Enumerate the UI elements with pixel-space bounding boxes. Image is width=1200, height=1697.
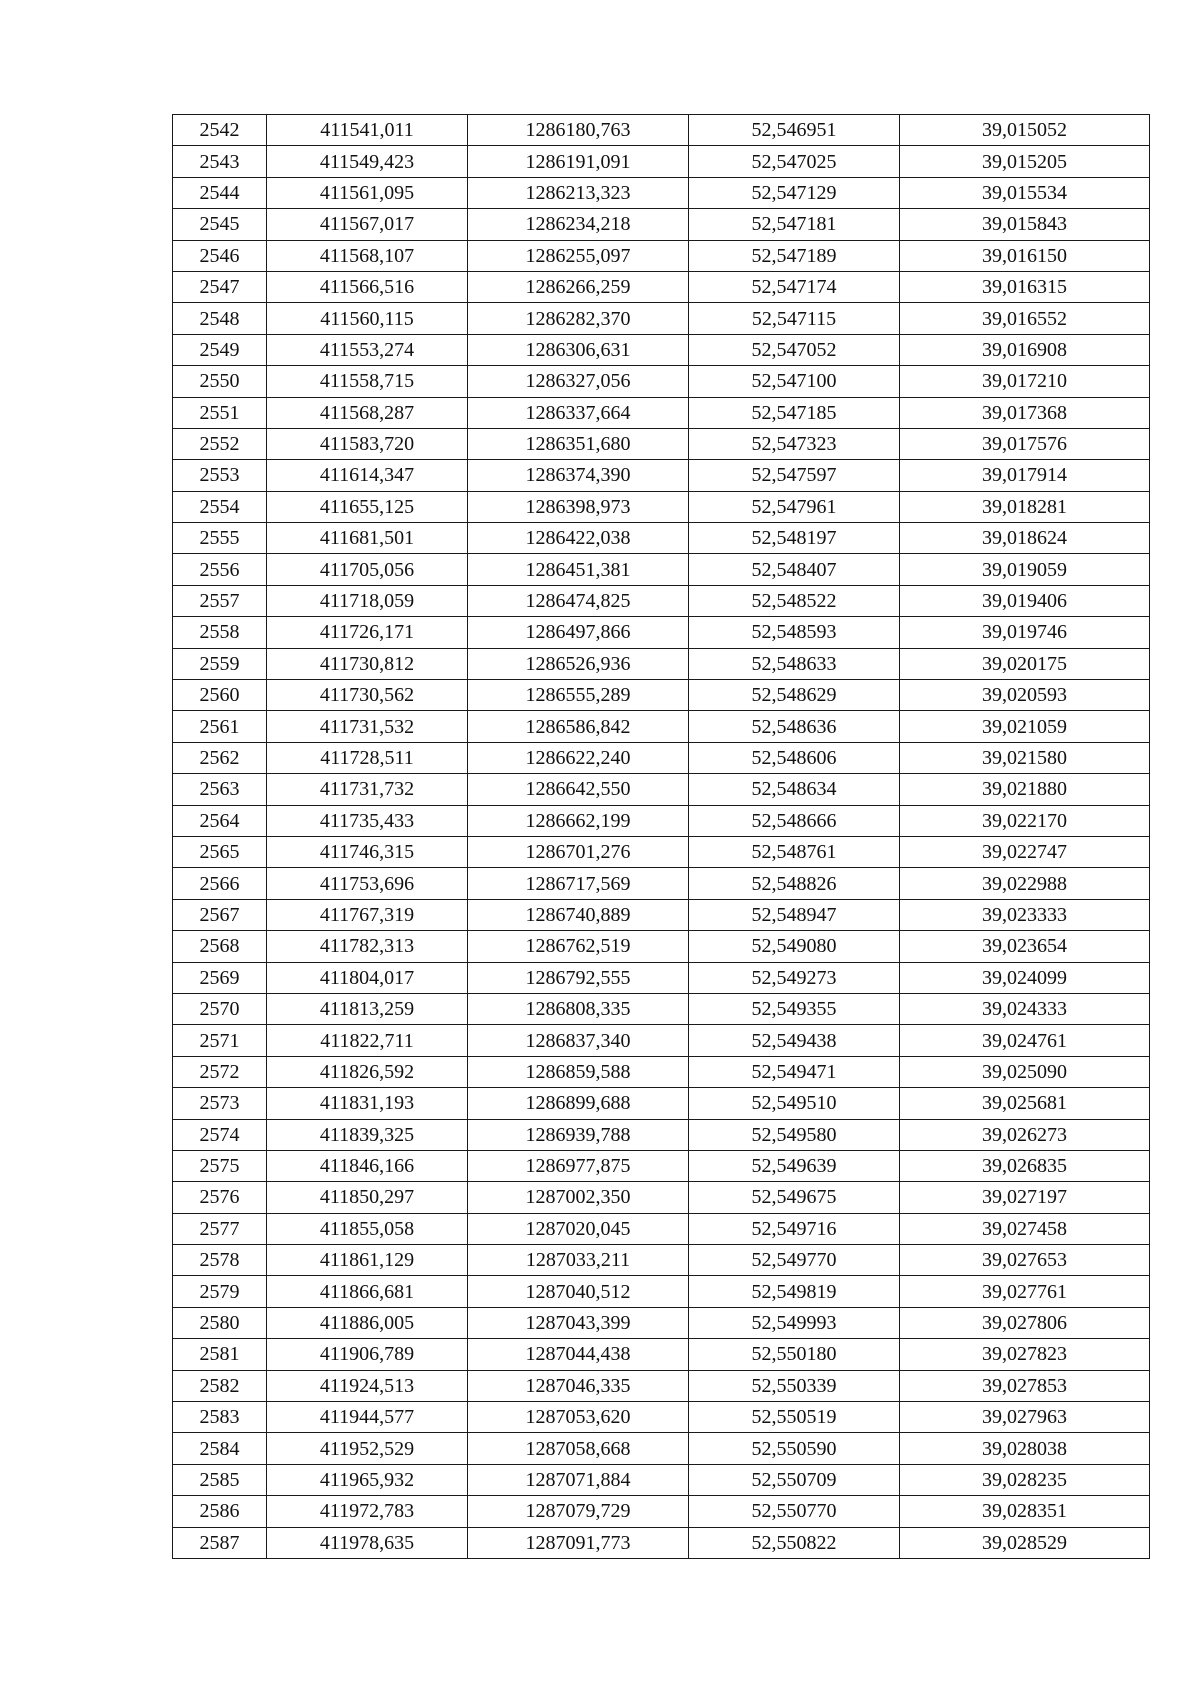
latitude-cell: 52,547961 <box>689 491 900 522</box>
latitude-cell: 52,547189 <box>689 240 900 271</box>
table-row <box>173 648 1150 679</box>
latitude-cell: 52,548593 <box>689 617 900 648</box>
point-number-cell: 2558 <box>173 617 267 648</box>
x-coordinate-cell: 411839,325 <box>267 1119 468 1150</box>
longitude-cell: 39,016150 <box>900 240 1150 271</box>
longitude-cell: 39,022170 <box>900 805 1150 836</box>
longitude-cell: 39,017576 <box>900 428 1150 459</box>
table-row <box>173 209 1150 240</box>
y-coordinate-cell: 1286701,276 <box>468 836 689 867</box>
longitude-cell: 39,028235 <box>900 1464 1150 1495</box>
y-coordinate-cell: 1286662,199 <box>468 805 689 836</box>
point-number-cell: 2577 <box>173 1213 267 1244</box>
longitude-cell: 39,020175 <box>900 648 1150 679</box>
latitude-cell: 52,547025 <box>689 146 900 177</box>
longitude-cell: 39,015534 <box>900 177 1150 208</box>
x-coordinate-cell: 411728,511 <box>267 742 468 773</box>
x-coordinate-cell: 411746,315 <box>267 836 468 867</box>
table-row <box>173 585 1150 616</box>
table-row <box>173 1056 1150 1087</box>
y-coordinate-cell: 1286740,889 <box>468 899 689 930</box>
x-coordinate-cell: 411767,319 <box>267 899 468 930</box>
table-row <box>173 366 1150 397</box>
table-row <box>173 334 1150 365</box>
x-coordinate-cell: 411861,129 <box>267 1245 468 1276</box>
latitude-cell: 52,549080 <box>689 931 900 962</box>
point-number-cell: 2548 <box>173 303 267 334</box>
y-coordinate-cell: 1286859,588 <box>468 1056 689 1087</box>
longitude-cell: 39,020593 <box>900 680 1150 711</box>
table-row <box>173 115 1150 146</box>
table-row <box>173 1496 1150 1527</box>
y-coordinate-cell: 1286327,056 <box>468 366 689 397</box>
table-row <box>173 491 1150 522</box>
longitude-cell: 39,027806 <box>900 1307 1150 1338</box>
latitude-cell: 52,549675 <box>689 1182 900 1213</box>
x-coordinate-cell: 411558,715 <box>267 366 468 397</box>
table-row <box>173 303 1150 334</box>
coordinates-table-body <box>173 115 1150 1559</box>
point-number-cell: 2587 <box>173 1527 267 1558</box>
table-row <box>173 962 1150 993</box>
latitude-cell: 52,548522 <box>689 585 900 616</box>
point-number-cell: 2581 <box>173 1339 267 1370</box>
table-row <box>173 774 1150 805</box>
point-number-cell: 2543 <box>173 146 267 177</box>
latitude-cell: 52,548947 <box>689 899 900 930</box>
table-row <box>173 1402 1150 1433</box>
table-row <box>173 523 1150 554</box>
table-row <box>173 460 1150 491</box>
longitude-cell: 39,028351 <box>900 1496 1150 1527</box>
y-coordinate-cell: 1287044,438 <box>468 1339 689 1370</box>
x-coordinate-cell: 411944,577 <box>267 1402 468 1433</box>
point-number-cell: 2562 <box>173 742 267 773</box>
x-coordinate-cell: 411681,501 <box>267 523 468 554</box>
point-number-cell: 2574 <box>173 1119 267 1150</box>
table-row <box>173 146 1150 177</box>
y-coordinate-cell: 1287040,512 <box>468 1276 689 1307</box>
x-coordinate-cell: 411906,789 <box>267 1339 468 1370</box>
latitude-cell: 52,549471 <box>689 1056 900 1087</box>
y-coordinate-cell: 1286213,323 <box>468 177 689 208</box>
x-coordinate-cell: 411730,562 <box>267 680 468 711</box>
y-coordinate-cell: 1287046,335 <box>468 1370 689 1401</box>
x-coordinate-cell: 411583,720 <box>267 428 468 459</box>
x-coordinate-cell: 411886,005 <box>267 1307 468 1338</box>
latitude-cell: 52,548407 <box>689 554 900 585</box>
latitude-cell: 52,548666 <box>689 805 900 836</box>
table-row <box>173 1213 1150 1244</box>
latitude-cell: 52,547323 <box>689 428 900 459</box>
y-coordinate-cell: 1287053,620 <box>468 1402 689 1433</box>
latitude-cell: 52,547100 <box>689 366 900 397</box>
latitude-cell: 52,547129 <box>689 177 900 208</box>
table-row <box>173 993 1150 1024</box>
longitude-cell: 39,027197 <box>900 1182 1150 1213</box>
table-row <box>173 1025 1150 1056</box>
latitude-cell: 52,550339 <box>689 1370 900 1401</box>
point-number-cell: 2546 <box>173 240 267 271</box>
x-coordinate-cell: 411718,059 <box>267 585 468 616</box>
longitude-cell: 39,024099 <box>900 962 1150 993</box>
point-number-cell: 2542 <box>173 115 267 146</box>
longitude-cell: 39,019406 <box>900 585 1150 616</box>
y-coordinate-cell: 1287002,350 <box>468 1182 689 1213</box>
latitude-cell: 52,549716 <box>689 1213 900 1244</box>
longitude-cell: 39,028529 <box>900 1527 1150 1558</box>
longitude-cell: 39,027853 <box>900 1370 1150 1401</box>
point-number-cell: 2552 <box>173 428 267 459</box>
longitude-cell: 39,018624 <box>900 523 1150 554</box>
table-row <box>173 271 1150 302</box>
x-coordinate-cell: 411965,932 <box>267 1464 468 1495</box>
y-coordinate-cell: 1286234,218 <box>468 209 689 240</box>
table-row <box>173 836 1150 867</box>
longitude-cell: 39,017368 <box>900 397 1150 428</box>
y-coordinate-cell: 1286351,680 <box>468 428 689 459</box>
table-row <box>173 742 1150 773</box>
table-row <box>173 899 1150 930</box>
y-coordinate-cell: 1286622,240 <box>468 742 689 773</box>
x-coordinate-cell: 411831,193 <box>267 1088 468 1119</box>
x-coordinate-cell: 411541,011 <box>267 115 468 146</box>
longitude-cell: 39,017914 <box>900 460 1150 491</box>
x-coordinate-cell: 411850,297 <box>267 1182 468 1213</box>
point-number-cell: 2585 <box>173 1464 267 1495</box>
x-coordinate-cell: 411731,532 <box>267 711 468 742</box>
point-number-cell: 2565 <box>173 836 267 867</box>
latitude-cell: 52,547115 <box>689 303 900 334</box>
longitude-cell: 39,025090 <box>900 1056 1150 1087</box>
point-number-cell: 2586 <box>173 1496 267 1527</box>
latitude-cell: 52,548606 <box>689 742 900 773</box>
latitude-cell: 52,549819 <box>689 1276 900 1307</box>
y-coordinate-cell: 1286266,259 <box>468 271 689 302</box>
x-coordinate-cell: 411855,058 <box>267 1213 468 1244</box>
latitude-cell: 52,550822 <box>689 1527 900 1558</box>
longitude-cell: 39,022747 <box>900 836 1150 867</box>
table-row <box>173 1464 1150 1495</box>
x-coordinate-cell: 411568,287 <box>267 397 468 428</box>
longitude-cell: 39,026273 <box>900 1119 1150 1150</box>
longitude-cell: 39,018281 <box>900 491 1150 522</box>
point-number-cell: 2569 <box>173 962 267 993</box>
longitude-cell: 39,015052 <box>900 115 1150 146</box>
x-coordinate-cell: 411731,732 <box>267 774 468 805</box>
x-coordinate-cell: 411568,107 <box>267 240 468 271</box>
longitude-cell: 39,019746 <box>900 617 1150 648</box>
latitude-cell: 52,549580 <box>689 1119 900 1150</box>
y-coordinate-cell: 1286374,390 <box>468 460 689 491</box>
latitude-cell: 52,550709 <box>689 1464 900 1495</box>
x-coordinate-cell: 411705,056 <box>267 554 468 585</box>
longitude-cell: 39,016908 <box>900 334 1150 365</box>
point-number-cell: 2568 <box>173 931 267 962</box>
latitude-cell: 52,549639 <box>689 1150 900 1181</box>
latitude-cell: 52,546951 <box>689 115 900 146</box>
y-coordinate-cell: 1286555,289 <box>468 680 689 711</box>
x-coordinate-cell: 411614,347 <box>267 460 468 491</box>
point-number-cell: 2549 <box>173 334 267 365</box>
y-coordinate-cell: 1287020,045 <box>468 1213 689 1244</box>
table-row <box>173 1339 1150 1370</box>
point-number-cell: 2555 <box>173 523 267 554</box>
x-coordinate-cell: 411561,095 <box>267 177 468 208</box>
x-coordinate-cell: 411924,513 <box>267 1370 468 1401</box>
latitude-cell: 52,547181 <box>689 209 900 240</box>
y-coordinate-cell: 1286642,550 <box>468 774 689 805</box>
point-number-cell: 2547 <box>173 271 267 302</box>
y-coordinate-cell: 1286977,875 <box>468 1150 689 1181</box>
latitude-cell: 52,550590 <box>689 1433 900 1464</box>
point-number-cell: 2551 <box>173 397 267 428</box>
y-coordinate-cell: 1286792,555 <box>468 962 689 993</box>
y-coordinate-cell: 1286191,091 <box>468 146 689 177</box>
longitude-cell: 39,015205 <box>900 146 1150 177</box>
point-number-cell: 2560 <box>173 680 267 711</box>
point-number-cell: 2559 <box>173 648 267 679</box>
longitude-cell: 39,027761 <box>900 1276 1150 1307</box>
y-coordinate-cell: 1286808,335 <box>468 993 689 1024</box>
latitude-cell: 52,550180 <box>689 1339 900 1370</box>
latitude-cell: 52,547174 <box>689 271 900 302</box>
x-coordinate-cell: 411730,812 <box>267 648 468 679</box>
table-row <box>173 1150 1150 1181</box>
longitude-cell: 39,023333 <box>900 899 1150 930</box>
y-coordinate-cell: 1287071,884 <box>468 1464 689 1495</box>
point-number-cell: 2582 <box>173 1370 267 1401</box>
y-coordinate-cell: 1286717,569 <box>468 868 689 899</box>
latitude-cell: 52,550770 <box>689 1496 900 1527</box>
table-row <box>173 240 1150 271</box>
x-coordinate-cell: 411753,696 <box>267 868 468 899</box>
point-number-cell: 2571 <box>173 1025 267 1056</box>
x-coordinate-cell: 411978,635 <box>267 1527 468 1558</box>
point-number-cell: 2572 <box>173 1056 267 1087</box>
longitude-cell: 39,021059 <box>900 711 1150 742</box>
y-coordinate-cell: 1286939,788 <box>468 1119 689 1150</box>
x-coordinate-cell: 411549,423 <box>267 146 468 177</box>
x-coordinate-cell: 411822,711 <box>267 1025 468 1056</box>
latitude-cell: 52,548197 <box>689 523 900 554</box>
y-coordinate-cell: 1287033,211 <box>468 1245 689 1276</box>
y-coordinate-cell: 1287079,729 <box>468 1496 689 1527</box>
table-row <box>173 428 1150 459</box>
point-number-cell: 2563 <box>173 774 267 805</box>
table-row <box>173 680 1150 711</box>
table-row <box>173 1088 1150 1119</box>
longitude-cell: 39,017210 <box>900 366 1150 397</box>
y-coordinate-cell: 1286474,825 <box>468 585 689 616</box>
x-coordinate-cell: 411566,516 <box>267 271 468 302</box>
point-number-cell: 2570 <box>173 993 267 1024</box>
table-row <box>173 1182 1150 1213</box>
point-number-cell: 2580 <box>173 1307 267 1338</box>
longitude-cell: 39,016552 <box>900 303 1150 334</box>
table-row <box>173 711 1150 742</box>
point-number-cell: 2583 <box>173 1402 267 1433</box>
longitude-cell: 39,026835 <box>900 1150 1150 1181</box>
longitude-cell: 39,024333 <box>900 993 1150 1024</box>
longitude-cell: 39,028038 <box>900 1433 1150 1464</box>
point-number-cell: 2576 <box>173 1182 267 1213</box>
table-row <box>173 1433 1150 1464</box>
latitude-cell: 52,548826 <box>689 868 900 899</box>
longitude-cell: 39,021880 <box>900 774 1150 805</box>
table-row <box>173 177 1150 208</box>
latitude-cell: 52,549355 <box>689 993 900 1024</box>
x-coordinate-cell: 411804,017 <box>267 962 468 993</box>
longitude-cell: 39,027963 <box>900 1402 1150 1433</box>
longitude-cell: 39,027823 <box>900 1339 1150 1370</box>
longitude-cell: 39,022988 <box>900 868 1150 899</box>
x-coordinate-cell: 411567,017 <box>267 209 468 240</box>
y-coordinate-cell: 1286337,664 <box>468 397 689 428</box>
point-number-cell: 2561 <box>173 711 267 742</box>
point-number-cell: 2573 <box>173 1088 267 1119</box>
table-row <box>173 1527 1150 1558</box>
latitude-cell: 52,549273 <box>689 962 900 993</box>
point-number-cell: 2545 <box>173 209 267 240</box>
coordinates-table <box>172 114 1150 1559</box>
y-coordinate-cell: 1286180,763 <box>468 115 689 146</box>
point-number-cell: 2567 <box>173 899 267 930</box>
latitude-cell: 52,547052 <box>689 334 900 365</box>
table-row <box>173 617 1150 648</box>
x-coordinate-cell: 411813,259 <box>267 993 468 1024</box>
x-coordinate-cell: 411655,125 <box>267 491 468 522</box>
point-number-cell: 2556 <box>173 554 267 585</box>
table-row <box>173 1245 1150 1276</box>
point-number-cell: 2544 <box>173 177 267 208</box>
longitude-cell: 39,021580 <box>900 742 1150 773</box>
point-number-cell: 2566 <box>173 868 267 899</box>
y-coordinate-cell: 1286497,866 <box>468 617 689 648</box>
point-number-cell: 2553 <box>173 460 267 491</box>
table-row <box>173 931 1150 962</box>
latitude-cell: 52,549993 <box>689 1307 900 1338</box>
longitude-cell: 39,027653 <box>900 1245 1150 1276</box>
y-coordinate-cell: 1286451,381 <box>468 554 689 585</box>
table-row <box>173 1276 1150 1307</box>
y-coordinate-cell: 1286282,370 <box>468 303 689 334</box>
latitude-cell: 52,548761 <box>689 836 900 867</box>
point-number-cell: 2578 <box>173 1245 267 1276</box>
table-row <box>173 805 1150 836</box>
x-coordinate-cell: 411726,171 <box>267 617 468 648</box>
table-row <box>173 1307 1150 1338</box>
longitude-cell: 39,019059 <box>900 554 1150 585</box>
y-coordinate-cell: 1286837,340 <box>468 1025 689 1056</box>
longitude-cell: 39,024761 <box>900 1025 1150 1056</box>
point-number-cell: 2550 <box>173 366 267 397</box>
y-coordinate-cell: 1286306,631 <box>468 334 689 365</box>
latitude-cell: 52,550519 <box>689 1402 900 1433</box>
y-coordinate-cell: 1287091,773 <box>468 1527 689 1558</box>
point-number-cell: 2575 <box>173 1150 267 1181</box>
latitude-cell: 52,547185 <box>689 397 900 428</box>
x-coordinate-cell: 411972,783 <box>267 1496 468 1527</box>
y-coordinate-cell: 1286422,038 <box>468 523 689 554</box>
point-number-cell: 2564 <box>173 805 267 836</box>
y-coordinate-cell: 1286255,097 <box>468 240 689 271</box>
x-coordinate-cell: 411560,115 <box>267 303 468 334</box>
latitude-cell: 52,547597 <box>689 460 900 491</box>
y-coordinate-cell: 1287043,399 <box>468 1307 689 1338</box>
longitude-cell: 39,025681 <box>900 1088 1150 1119</box>
point-number-cell: 2584 <box>173 1433 267 1464</box>
y-coordinate-cell: 1286586,842 <box>468 711 689 742</box>
x-coordinate-cell: 411826,592 <box>267 1056 468 1087</box>
x-coordinate-cell: 411846,166 <box>267 1150 468 1181</box>
x-coordinate-cell: 411952,529 <box>267 1433 468 1464</box>
x-coordinate-cell: 411782,313 <box>267 931 468 962</box>
latitude-cell: 52,548633 <box>689 648 900 679</box>
latitude-cell: 52,548634 <box>689 774 900 805</box>
latitude-cell: 52,549438 <box>689 1025 900 1056</box>
longitude-cell: 39,016315 <box>900 271 1150 302</box>
longitude-cell: 39,027458 <box>900 1213 1150 1244</box>
y-coordinate-cell: 1287058,668 <box>468 1433 689 1464</box>
y-coordinate-cell: 1286398,973 <box>468 491 689 522</box>
y-coordinate-cell: 1286526,936 <box>468 648 689 679</box>
x-coordinate-cell: 411553,274 <box>267 334 468 365</box>
latitude-cell: 52,548629 <box>689 680 900 711</box>
table-row <box>173 868 1150 899</box>
table-row <box>173 1370 1150 1401</box>
point-number-cell: 2579 <box>173 1276 267 1307</box>
point-number-cell: 2557 <box>173 585 267 616</box>
point-number-cell: 2554 <box>173 491 267 522</box>
longitude-cell: 39,015843 <box>900 209 1150 240</box>
table-row <box>173 1119 1150 1150</box>
x-coordinate-cell: 411735,433 <box>267 805 468 836</box>
table-row <box>173 397 1150 428</box>
latitude-cell: 52,549510 <box>689 1088 900 1119</box>
y-coordinate-cell: 1286899,688 <box>468 1088 689 1119</box>
latitude-cell: 52,549770 <box>689 1245 900 1276</box>
latitude-cell: 52,548636 <box>689 711 900 742</box>
table-row <box>173 554 1150 585</box>
x-coordinate-cell: 411866,681 <box>267 1276 468 1307</box>
longitude-cell: 39,023654 <box>900 931 1150 962</box>
y-coordinate-cell: 1286762,519 <box>468 931 689 962</box>
